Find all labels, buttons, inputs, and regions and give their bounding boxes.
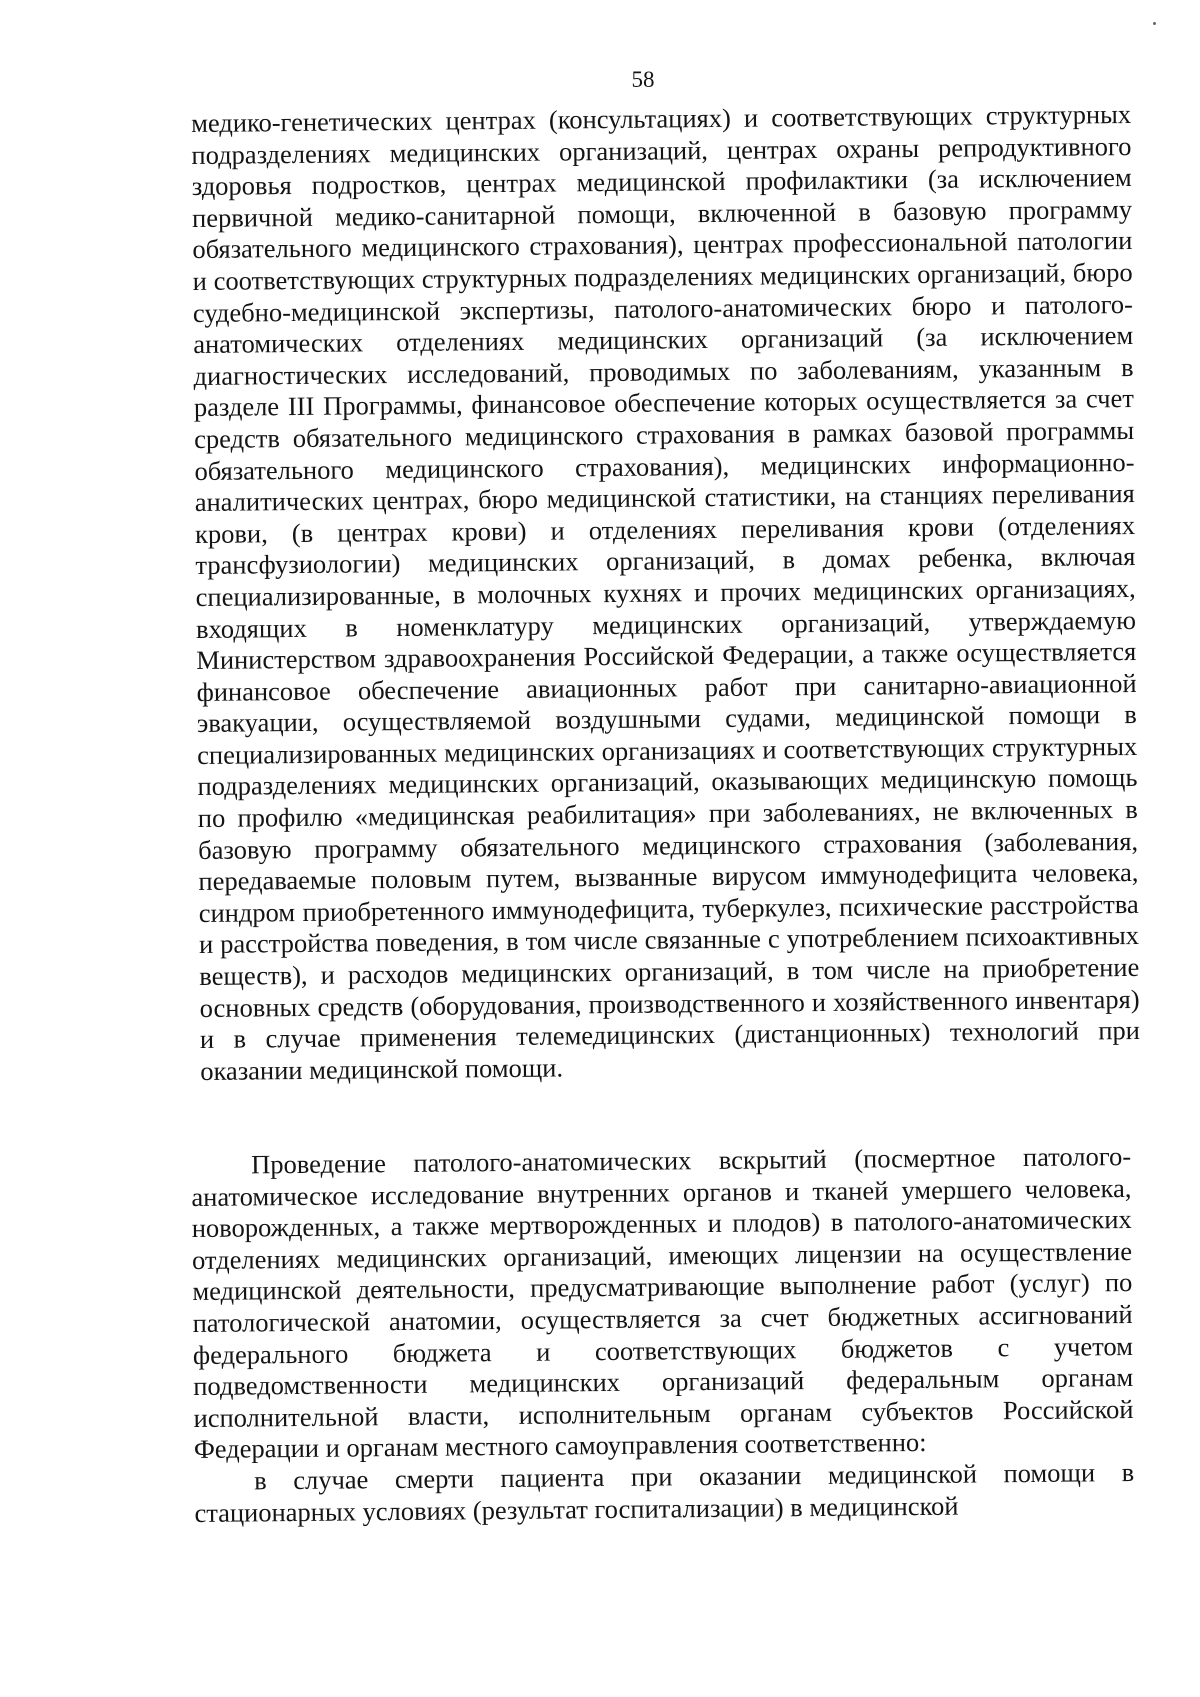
text-block-main [191, 99, 1140, 1087]
text-block-autopsy [191, 1141, 1135, 1529]
page-number: 58 [631, 67, 655, 92]
scan-speck [1153, 22, 1156, 25]
paragraph-autopsy-funding: Проведение патолого-анатомических вскрытий (посмертное патолого-анатомическое исследование внутренних органов и тканей умершего человека, новорожденных, а также мертворожденных и плодов) в патолого-анатомических отделениях медицинских организаций, имеющих лицензии на осуществление медицинской деятельности, предусматривающие выполнение работ (услуг) по патологической анатомии, осуществляется за счет бюджетных ассигнований федерального бюджета и соответствующих бюджетов с учетом подведомственности медицинских организаций федеральным органам исполнительной власти, исполнительным органам субъектов Российской Федерации и органам местного самоуправления соответственно: [191, 1140, 1134, 1465]
paragraph-funding-continuation: медико-генетических центрах (консультациях) и соответствующих структурных подразделениях медицинских организаций, центрах охраны репродуктивного здоровья подростков, центрах медицинской профилактики (за исключением первичной медико-санитарной помощи, включенной в базовую программу обязательного медицинского страхования), центрах профессиональной патологии и соответствующих структурных подразделениях медицинских организаций, бюро судебно-медицинской экспертизы, патолого-анатомических бюро и патолого-анатомических отделениях медицинских организаций (за исключением диагностических исследований, проводимых по заболеваниям, указанным в разделе III Программы, финансовое обеспечение которых осуществляется за счет средств обязательного медицинского страхования в рамках базовой программы обязательного медицинского страхования), медицинских информационно-аналитических центрах, бюро медицинской статистики, на станциях переливания крови, (в центрах крови) и отделениях переливания крови (отделениях трансфузиологии) медицинских организаций, в домах ребенка, включая специализированные, в молочных кухнях и прочих медицинских организациях, входящих в номенклатуру медицинских организаций, утверждаемую Министерством здравоохранения Российской Федерации, а также осуществляется финансовое обеспечение авиационных работ при санитарно-авиационной эвакуации, осуществляемой воздушными судами, медицинской помощи в специализированных медицинских организациях и соответствующих структурных подразделениях медицинских организаций, оказывающих медицинскую помощь по профилю «медицинская реабилитация» при заболеваниях, не включенных в базовую программу обязательного медицинского страхования (заболевания, передаваемые половым путем, вызванные вирусом иммунодефицита человека, синдром приобретенного иммунодефицита, туберкулез, психические расстройства и расстройства поведения, в том числе связанные с употреблением психоактивных веществ), и расходов медицинских организаций, в том числе на приобретение основных средств (оборудования, производственного и хозяйственного инвентаря) и в случае применения телемедицинских (дистанционных) технологий при оказании медицинской помощи. [191, 98, 1141, 1086]
paragraph-patient-death-case: в случае смерти пациента при оказании медицинской помощи в стационарных условиях (результат госпитализации) в медицинской [194, 1456, 1135, 1528]
